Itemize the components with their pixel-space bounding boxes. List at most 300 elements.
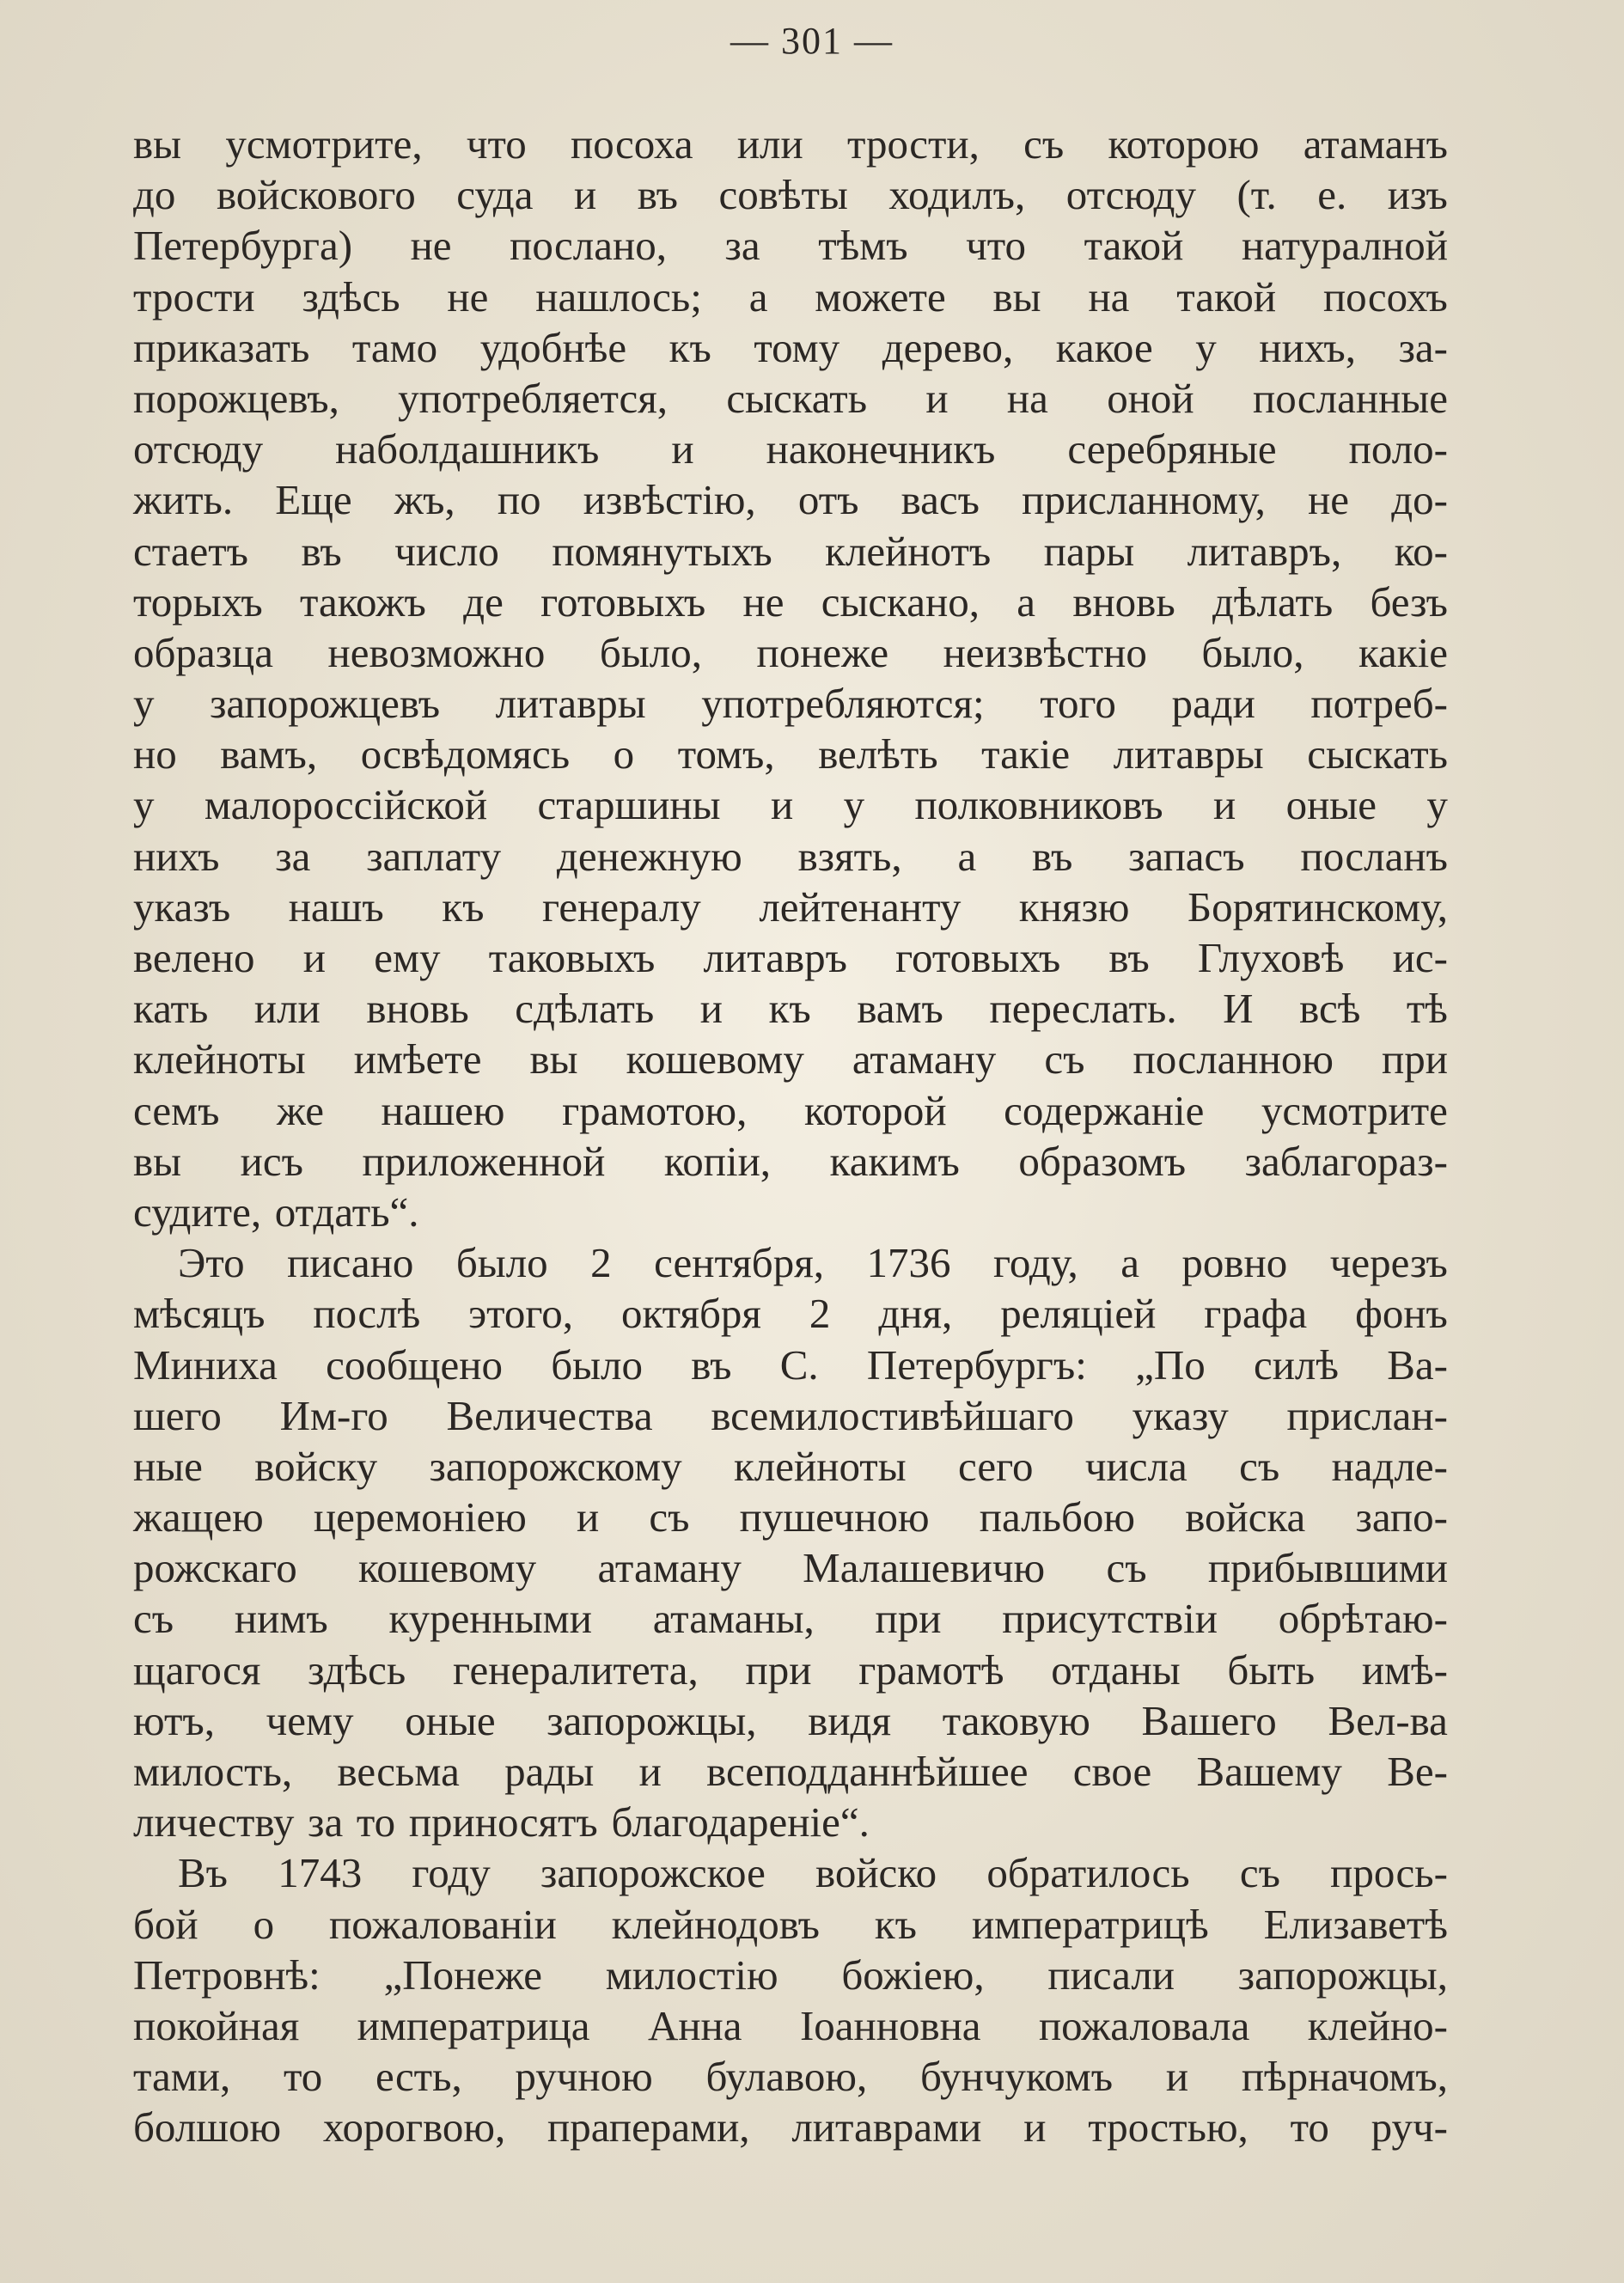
text-word: было, [1201,628,1304,676]
text-word: рожскаго [133,1544,297,1592]
text-word: за- [1398,323,1448,371]
text-word: съ [133,1595,174,1643]
text-word: жить. [133,476,234,524]
text-word: числа [1084,1442,1187,1490]
text-word: здѣсь [302,272,400,320]
text-word: что [466,120,527,168]
text-word: сыскать [1307,730,1448,778]
text-word: къ [442,882,485,931]
text-word: таковую [942,1696,1090,1744]
text-word: ко- [1394,527,1448,575]
text-word: не [447,272,489,320]
text-word: Еще [275,476,352,524]
text-word: усмотрите, [225,120,423,168]
text-word: нашею [381,1086,505,1134]
text-line [133,474,1448,525]
text-word: запорожцы, [546,1696,757,1744]
text-line [133,1390,1448,1441]
text-word: вы [992,272,1041,320]
text-word: но [133,730,177,778]
page-number: — 301 — [730,20,894,62]
text-word: съ [1106,1544,1147,1592]
text-word: сдѣлать [515,985,655,1033]
text-word: готовыхъ [540,577,706,626]
text-word: запорожскому [429,1442,682,1490]
text-line [133,1237,1448,1288]
text-word: Вел-ва [1328,1696,1448,1744]
text-word: наболдашникъ [335,425,600,473]
text-line [133,1288,1448,1339]
text-word: къ [669,323,711,371]
text-word: удобнѣе [479,323,627,371]
text-word: божіею, [841,1950,985,1999]
text-word: тами, [133,2053,231,2101]
text-word: въ [1108,934,1150,981]
text-word: съ [1239,1849,1280,1897]
text-line [133,1797,1448,1847]
text-word: клейно- [1307,2001,1448,2049]
text-word: отдать“. [274,1187,419,1236]
text-word: дерево, [882,323,1014,371]
text-word: бой [133,1900,198,1948]
text-line [133,1542,1448,1593]
body-text [133,119,1448,2153]
text-word: денежную [556,832,742,880]
text-word: вы [133,120,182,168]
text-word: болшою [133,2103,282,2152]
text-word: тому [754,323,840,371]
text-word: у [1426,781,1448,829]
text-word: за [724,222,760,270]
text-word: сыскать [726,374,868,422]
text-line [133,1085,1448,1136]
text-word: Борятинскому, [1187,882,1448,931]
text-word: а [1017,577,1036,626]
text-word: запо- [1355,1493,1448,1541]
text-word: по [497,476,541,524]
text-word: Величества [446,1391,653,1439]
text-word: Миниха [133,1340,278,1389]
text-word: вамъ, [220,730,318,778]
text-word: употребляются; [701,680,985,728]
text-word: запорожцы, [1237,1950,1448,1999]
text-word: трости, [846,120,980,168]
text-word: и [1165,2053,1189,2101]
text-word: приносятъ [408,1798,598,1847]
text-word: а [957,832,977,880]
text-word: Вашему [1196,1748,1342,1795]
text-word: съ [649,1493,690,1541]
text-word: 1736 [866,1239,951,1287]
text-word: семъ [133,1086,220,1134]
text-word: имѣ- [1361,1645,1448,1694]
text-word: такіе [981,730,1071,778]
text-word: сего [958,1442,1034,1490]
text-word: а [748,272,768,320]
text-word: нихъ, [1259,323,1357,371]
text-word: велено [133,934,255,981]
text-word: прибывшими [1207,1544,1448,1592]
text-word: атаману [597,1544,742,1592]
text-line [133,1847,1448,1898]
text-word: до [133,171,176,219]
text-word: жъ, [394,476,455,524]
text-word: церемоніею [313,1493,527,1541]
text-word: томъ, [677,730,775,778]
text-word: въ [301,527,342,575]
text-word: рады [504,1748,595,1795]
text-word: какимъ [829,1137,960,1185]
text-word: до- [1391,476,1448,524]
text-word: тамо [351,323,438,371]
text-word: булавою, [705,2053,868,2101]
text-word: какіе [1358,628,1448,676]
text-word: запорожцевъ [210,680,441,728]
text-word: вамъ [857,985,943,1033]
text-word: реляціей [1000,1290,1157,1338]
text-word: войско [815,1849,937,1897]
text-word: прось- [1330,1849,1448,1897]
text-word: у [843,781,865,829]
text-word: и [671,425,694,473]
text-word: такой [1176,272,1277,320]
text-word: свое [1072,1748,1152,1795]
text-word: какое [1055,323,1153,371]
text-word: у [133,680,155,728]
text-word: сыскано, [821,577,980,626]
text-word: 1743 [278,1849,363,1897]
text-word: литавры [495,680,646,728]
text-line [133,272,1448,322]
text-word: де [463,577,504,626]
text-word: и [770,781,794,829]
text-line [133,2102,1448,2152]
text-word: пожаловала [1038,2001,1250,2049]
text-line [133,577,1448,627]
text-word: заблагораз- [1244,1137,1448,1185]
text-line [133,1136,1448,1187]
text-word: И [1223,985,1254,1033]
text-word: послано, [510,222,667,270]
text-word: вы [529,1035,578,1084]
text-word: вновь [366,985,469,1033]
text-word: помянутыхъ [552,527,772,575]
text-word: хорогвою, [322,2103,506,2152]
text-word: и [1023,2103,1047,2152]
text-word: покойная [133,2001,300,2049]
text-word: нихъ [133,832,220,880]
text-word: или [253,985,321,1033]
text-word: бунчукомъ [919,2053,1114,2101]
text-word: извѣстію, [583,476,756,524]
text-word: суда [456,171,534,219]
text-line [133,831,1448,882]
text-line [133,1593,1448,1644]
text-word: взять, [797,832,902,880]
text-word: стаетъ [133,527,249,575]
text-line [133,729,1448,779]
text-word: войска [1185,1493,1306,1541]
text-word: присутствіи [1002,1595,1218,1643]
text-word: полковниковъ [914,781,1163,829]
text-word: атаманъ [1303,120,1448,168]
text-line [133,526,1448,577]
text-word: усмотрите [1261,1086,1448,1134]
text-word: и [699,985,723,1033]
text-word: не [410,222,452,270]
text-word: этого, [468,1290,574,1338]
text-word: вновь [1072,577,1175,626]
text-word: надле- [1331,1442,1448,1490]
text-word: переслать. [989,985,1177,1033]
text-word: въ [637,171,678,219]
text-word: грамотѣ [858,1645,1004,1694]
text-word: приложенной [362,1137,606,1185]
text-word: войску [254,1442,378,1490]
text-word: 2 [809,1290,831,1338]
text-word: генералу [541,882,701,931]
text-word: ис- [1392,934,1448,981]
text-word: на [1006,374,1048,422]
text-word: было, [599,628,702,676]
text-word: употребляется, [398,374,668,422]
text-word: ровно [1181,1239,1288,1287]
text-word: такожъ [299,577,426,626]
text-word: ради [1171,680,1255,728]
text-line [133,424,1448,474]
text-word: оной [1107,374,1194,422]
text-word: того [1040,680,1116,728]
text-word: то [356,1798,396,1847]
text-word: поло- [1348,425,1448,473]
text-word: Петровнѣ: [133,1950,321,1999]
text-word: войскового [216,171,416,219]
text-word: за [308,1798,344,1847]
text-word: Петербургъ: [866,1340,1087,1389]
text-word: Это [178,1239,245,1287]
text-word: было [455,1239,548,1287]
text-word: Им-го [279,1391,388,1439]
text-word: С. [779,1340,819,1389]
text-word: князю [1018,882,1130,931]
text-word: писано [287,1239,414,1287]
text-word: генералитета, [453,1645,699,1694]
text-word: тѣ [1406,985,1448,1033]
text-word: заплату [366,832,502,880]
text-word: грамотою, [562,1086,748,1134]
text-word: весьма [337,1748,460,1795]
text-word: Петербурга) [133,222,353,270]
text-line [133,373,1448,424]
text-word: сентября, [654,1239,824,1287]
text-word: потреб- [1310,680,1448,728]
text-word: натуралной [1241,222,1448,270]
text-word: отсюду [1065,171,1196,219]
text-word: 2 [590,1239,612,1287]
text-word: атаману [852,1035,997,1084]
text-word: праперами, [547,2103,750,2152]
text-word: малороссійской [204,781,488,829]
text-word: мѣсяцъ [133,1290,266,1338]
text-word: оные [1285,781,1377,829]
text-word: клейнотъ [825,527,992,575]
text-word: или [736,120,803,168]
text-word: въ [1032,832,1073,880]
text-word: за [275,832,311,880]
text-word: прислан- [1286,1391,1448,1439]
text-word: дня, [878,1290,953,1338]
text-word: „По [1135,1340,1206,1389]
text-word: клейноты [133,1035,306,1084]
text-word: клейноты [734,1442,907,1490]
text-word: черезъ [1329,1239,1448,1287]
text-word: о [613,730,635,778]
text-line [133,2051,1448,2102]
text-word: руч- [1371,2103,1448,2152]
text-line [133,2000,1448,2051]
text-word: посланъ [1300,832,1448,880]
text-word: императрицѣ [971,1900,1209,1948]
text-word: отданы [1051,1645,1181,1694]
text-word: исъ [240,1137,303,1185]
text-word: старшины [537,781,721,829]
text-line [133,678,1448,729]
text-word: невозможно [327,628,546,676]
text-word: тростью, [1088,2103,1249,2152]
text-word: ему [374,934,441,981]
text-word: посланною [1133,1035,1334,1084]
text-word: дѣлать [1212,577,1334,626]
text-word: у [133,781,155,829]
text-word: запасъ [1128,832,1245,880]
text-word: пары [1043,527,1135,575]
text-word: силѣ [1253,1340,1339,1389]
text-word: копіи, [663,1137,772,1185]
text-word: Елизаветѣ [1263,1900,1448,1948]
text-word: императрица [357,2001,590,2049]
text-word: порожцевъ, [133,374,339,422]
text-word: изъ [1387,171,1448,219]
text-word: лейтенанту [759,882,962,931]
text-word: атаманы, [652,1595,815,1643]
text-word: наконечникъ [766,425,996,473]
text-word: и [1212,781,1236,829]
text-word: пожалованіи [329,1900,557,1948]
text-word: году, [992,1239,1078,1287]
text-word: которою [1108,120,1260,168]
text-word: совѣты [718,171,848,219]
text-word: нашъ [288,882,384,931]
text-line [133,1441,1448,1492]
text-word: оные [405,1696,496,1744]
text-word: Анна [647,2001,742,2049]
text-word: которой [803,1086,947,1134]
text-word: таковыхъ [488,934,656,981]
text-word: содержаніе [1004,1086,1205,1134]
text-word: ручною [515,2053,653,2101]
text-word: при [745,1645,812,1694]
text-line [133,1746,1448,1797]
text-line [133,220,1448,271]
text-word: нашлось; [535,272,702,320]
text-word: можете [815,272,946,320]
text-line [133,779,1448,830]
text-word: здѣсь [308,1645,406,1694]
text-word: ные [133,1442,203,1490]
text-word: освѣдомясь [360,730,571,778]
text-word: всеподданнѣйшее [706,1748,1029,1795]
text-word: есть, [375,2053,462,2101]
text-word: имѣете [353,1035,482,1084]
text-word: запорожское [540,1849,766,1897]
text-word: на [1088,272,1130,320]
text-word: и [573,171,597,219]
text-word: ютъ, [133,1696,215,1744]
text-word: въ [691,1340,732,1389]
text-word: такой [1084,222,1184,270]
text-word: присланному, [1022,476,1266,524]
text-word: было [551,1340,644,1389]
text-word: къ [768,985,811,1033]
text-word: серебряные [1067,425,1277,473]
text-word: е. [1317,171,1347,219]
text-word: съ [1239,1442,1280,1490]
text-line [133,1899,1448,1950]
text-word: тѣмъ [818,222,908,270]
text-line [133,1695,1448,1746]
text-word: обратилось [986,1849,1190,1897]
text-word: торыхъ [133,577,263,626]
text-word: не [742,577,785,626]
text-word: образомъ [1018,1137,1187,1185]
text-word: октября [621,1290,761,1338]
text-word: посланные [1252,374,1448,422]
text-word: отсюду [133,425,264,473]
text-word: неизвѣстно [943,628,1147,676]
text-word: всемилостивѣйшаго [711,1391,1074,1439]
text-word: съ [1044,1035,1085,1084]
text-word: личеству [133,1798,295,1847]
text-word: милостію [605,1950,778,1999]
text-word: Ва- [1387,1340,1448,1389]
text-word: жащею [133,1493,264,1541]
text-word: указу [1132,1391,1229,1439]
text-word: литавръ [703,934,847,981]
text-word: то [283,2053,323,2101]
text-word: посоха [571,120,693,168]
text-word: безъ [1370,577,1448,626]
text-word: отъ [797,476,859,524]
text-word: Ве- [1387,1748,1448,1795]
text-word: же [276,1086,324,1134]
text-word: вы [133,1137,182,1185]
text-word: и [638,1748,662,1795]
text-word: что [966,222,1027,270]
text-word: о [253,1900,275,1948]
text-word: трости [133,272,255,320]
text-word: послѣ [313,1290,421,1338]
text-line [133,322,1448,373]
text-word: графа [1204,1290,1308,1338]
text-word: Глуховѣ [1197,934,1345,981]
text-word: а [1120,1239,1139,1287]
text-word: „Понеже [383,1950,543,1999]
text-word: щагося [133,1645,261,1694]
text-word: милость, [133,1748,293,1795]
text-word: писали [1047,1950,1175,1999]
text-word: быть [1227,1645,1316,1694]
text-word: литавры [1113,730,1264,778]
